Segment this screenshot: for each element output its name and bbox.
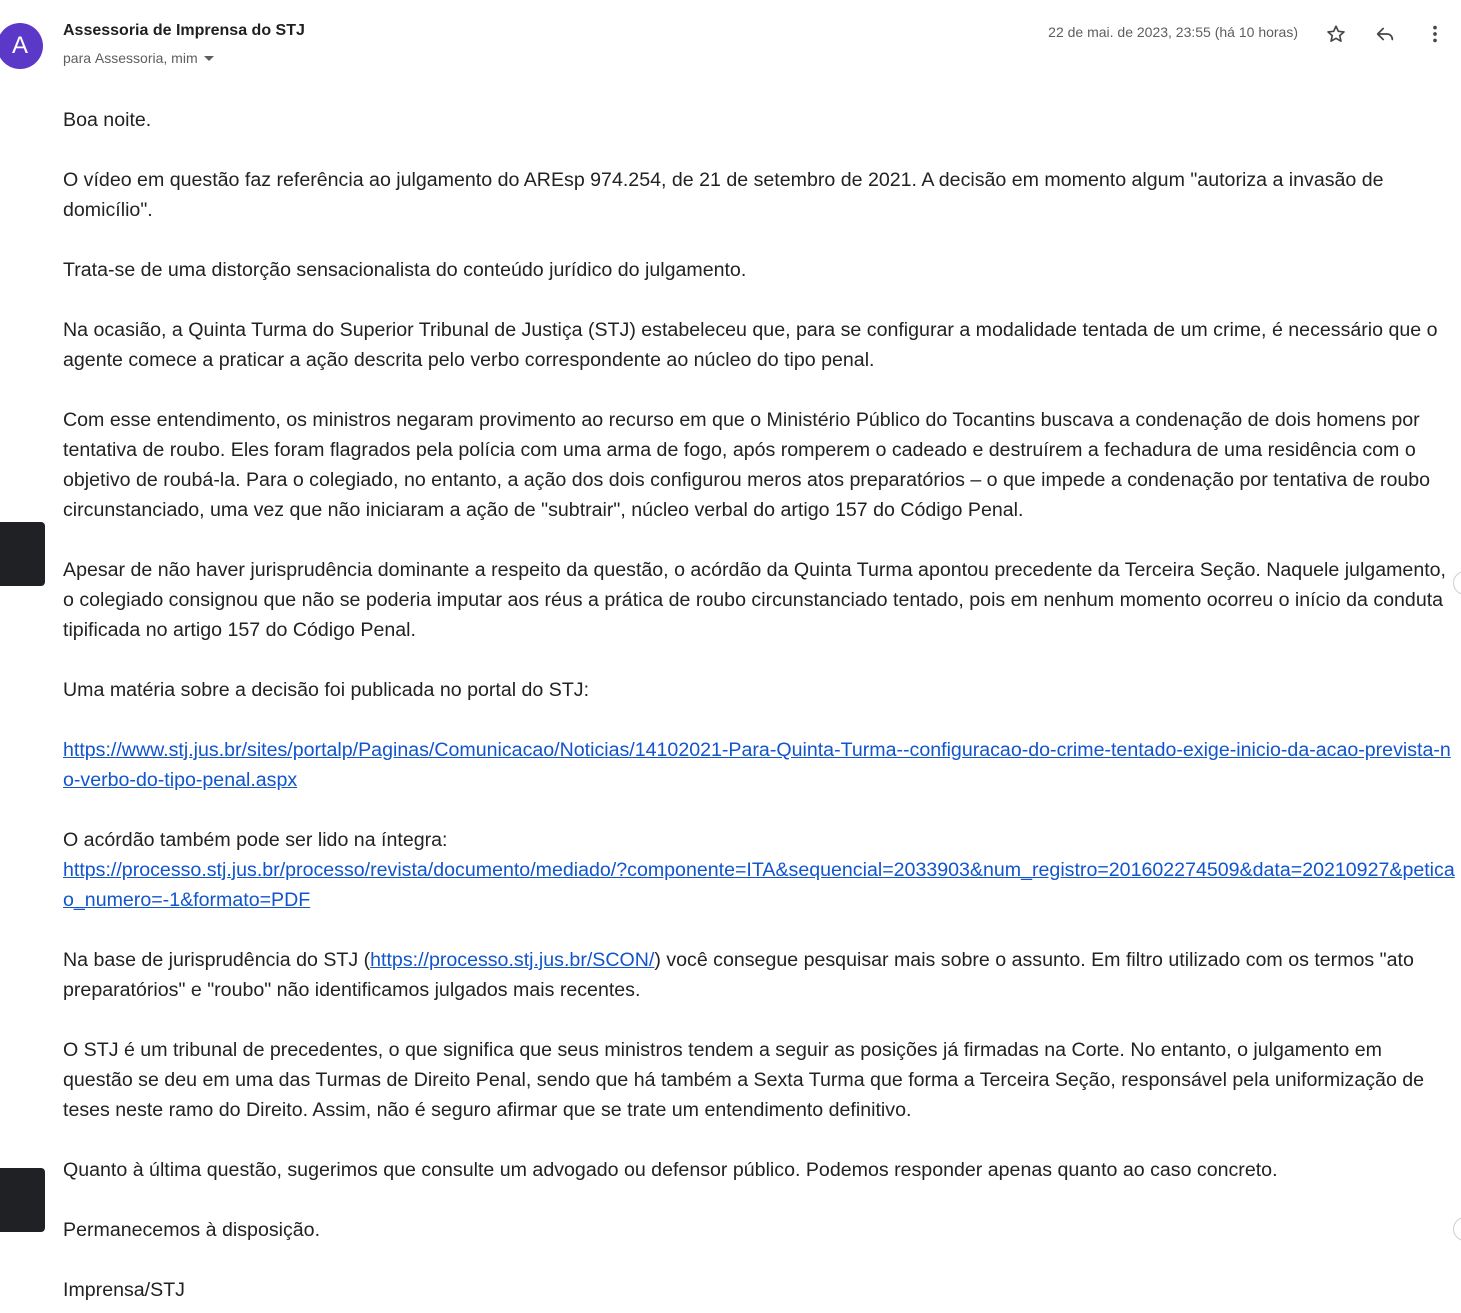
greeting: Boa noite. [63, 109, 152, 131]
side-panel-tab[interactable] [0, 522, 45, 586]
paragraph: O STJ é um tribunal de precedentes, o que significa que seus ministros tendem a seguir as posições já firmadas na Corte. No entanto, o julgamento em questão se deu em uma das Turmas de Direito Penal, sendo que há também a Sexta Turma que forma a Terceira Seção, responsável pela uniformização de teses neste ramo do Direito. Assim, não é seguro afirmar que se trate um entendimento definitivo. [63, 1039, 1425, 1121]
recipients-prefix: para [63, 50, 92, 66]
message-date: 22 de mai. de 2023, 23:55 (há 10 horas) [1048, 24, 1298, 40]
paragraph: O vídeo em questão faz referência ao julgamento do AREsp 974.254, de 21 de setembro de 2021. A decisão em momento algum "autoriza a invasão de domicílio". [63, 169, 1384, 221]
paragraph: Na ocasião, a Quinta Turma do Superior Tribunal de Justiça (STJ) estabeleceu que, para se configurar a modalidade tentada de um crime, é necessário que o agente comece a praticar a ação descrita pelo verbo correspondente ao núcleo do tipo penal. [63, 319, 1438, 371]
paragraph [63, 825, 1455, 915]
star-icon [1325, 23, 1347, 45]
star-button[interactable] [1322, 20, 1350, 48]
paragraph: Permanecemos à disposição. [63, 1219, 321, 1241]
more-options-button[interactable] [1421, 20, 1449, 48]
paragraph: Uma matéria sobre a decisão foi publicada no portal do STJ: [63, 679, 590, 701]
more-vert-icon [1424, 23, 1446, 45]
link-paragraph [63, 735, 1455, 795]
jurisprudence-search-link[interactable]: https://processo.stj.jus.br/SCON/ [370, 949, 655, 971]
paragraph-text: O acórdão também pode ser lido na íntegra: [63, 829, 448, 851]
recipients-list: Assessoria, mim [94, 50, 198, 66]
signature: Imprensa/STJ [63, 1279, 185, 1301]
paragraph: Trata-se de uma distorção sensacionalista do conteúdo jurídico do julgamento. [63, 259, 747, 281]
paragraph: Com esse entendimento, os ministros negaram provimento ao recurso em que o Ministério Público do Tocantins buscava a condenação de dois homens por tentativa de roubo. Eles foram flagrados pela polícia com uma arma de fogo, após romperem o cadeado e destruírem a fechadura de uma residência com o objetivo de roubá-la. Para o colegiado, no entanto, a ação dos dois configurou meros atos preparatórios – o que impede a condenação por tentativa de roubo circunstanciado, uma vez que não iniciaram a ação de "subtrair", núcleo verbal do artigo 157 do Código Penal. [63, 409, 1431, 521]
paragraph-text: Na base de jurisprudência do STJ ( [63, 949, 371, 971]
recipients-line [63, 50, 214, 66]
side-panel-tab[interactable] [0, 1168, 45, 1232]
sender-name[interactable]: Assessoria de Imprensa do STJ [63, 22, 305, 39]
news-article-link[interactable]: https://www.stj.jus.br/sites/portalp/Paginas/Comunicacao/Noticias/14102021-Para-Quinta-Turma--configuracao-do-crime-tentado-exige-inicio-da-acao-prevista-no-verbo-do-tipo-penal.aspx [63, 739, 1451, 791]
avatar[interactable]: A [0, 23, 43, 69]
reply-button[interactable] [1371, 20, 1399, 48]
paragraph: Apesar de não haver jurisprudência dominante a respeito da questão, o acórdão da Quinta Turma apontou precedente da Terceira Seção. Naquele julgamento, o colegiado consignou que não se poderia imputar aos réus a prática de roubo circunstanciado tentado, pois em nenhum momento ocorreu o início da conduta tipificada no artigo 157 do Código Penal. [63, 559, 1446, 641]
paragraph: Quanto à última questão, sugerimos que consulte um advogado ou defensor público. Podemos responder apenas quanto ao caso concreto. [63, 1159, 1278, 1181]
paragraph-text: ) você consegue pesquisar mais sobre o assunto. Em filtro utilizado com os termos "ato preparatórios" e "roubo" não identificamos julgados mais recentes. [63, 949, 1414, 1001]
reply-icon [1374, 23, 1396, 45]
paragraph [63, 945, 1455, 1005]
chevron-down-icon[interactable] [204, 56, 214, 61]
email-body [63, 105, 1455, 1313]
full-decision-link[interactable]: https://processo.stj.jus.br/processo/revista/documento/mediado/?componente=ITA&sequencial=2033903&num_registro=201602274509&data=20210927&peticao_numero=-1&formato=PDF [63, 859, 1455, 911]
